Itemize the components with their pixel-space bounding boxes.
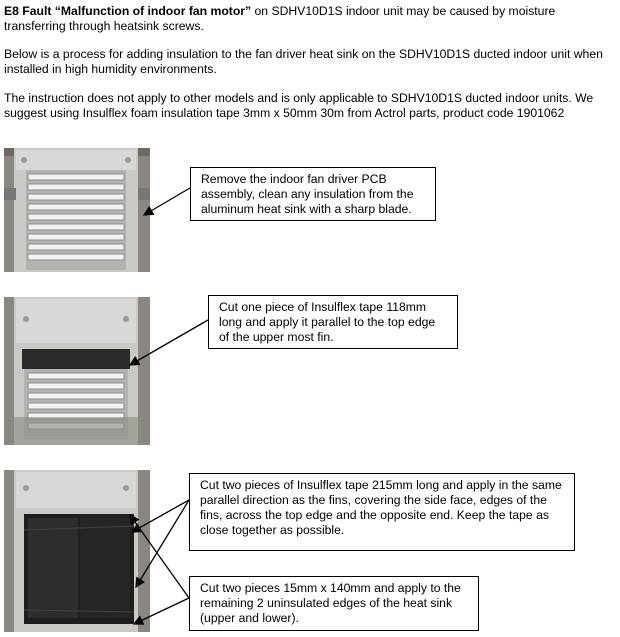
- step-2-callout: Cut one piece of Insulflex tape 118mm long and apply it parallel to the top edge of the upper most fin.: [208, 295, 458, 349]
- fault-title: E8 Fault “Malfunction of indoor fan motor”: [4, 4, 252, 18]
- arrow-step-3b: [136, 500, 189, 587]
- arrow-step-3a: [132, 500, 189, 532]
- step-4-callout: Cut two pieces 15mm x 140mm and apply to the remaining 2 uninsulated edges of the heat sink (upper and lower).: [189, 576, 479, 631]
- fault-description: on SDHV10D1S indoor unit may be caused by moisture transferring through heatsink screws.: [4, 4, 556, 33]
- intro-paragraph-process: Below is a process for adding insulation to the fan driver heat sink on the SDHV10D1S ducted indoor unit when installed in high humidity environments.: [4, 47, 603, 76]
- arrow-step-4b: [134, 598, 189, 624]
- arrow-step-2: [130, 320, 208, 365]
- arrow-step-4a: [130, 515, 189, 598]
- intro-paragraph-applicability: The instruction does not apply to other models and is only applicable to SDHV10D1S ducted indoor units. We suggest using Insulflex foam insulation tape 3mm x 50mm 30m from Actrol parts, product code 1901062: [4, 91, 594, 120]
- step-3-callout: Cut two pieces of Insulflex tape 215mm long and apply in the same parallel direction as the fins, covering the side face, edges of the fins, across the top edge and the opposite end. Keep the tape as close together as possible.: [189, 473, 575, 551]
- step-1-callout: Remove the indoor fan driver PCB assembly, clean any insulation from the aluminum heat sink with a sharp blade.: [190, 167, 436, 221]
- arrow-step-1: [144, 188, 190, 215]
